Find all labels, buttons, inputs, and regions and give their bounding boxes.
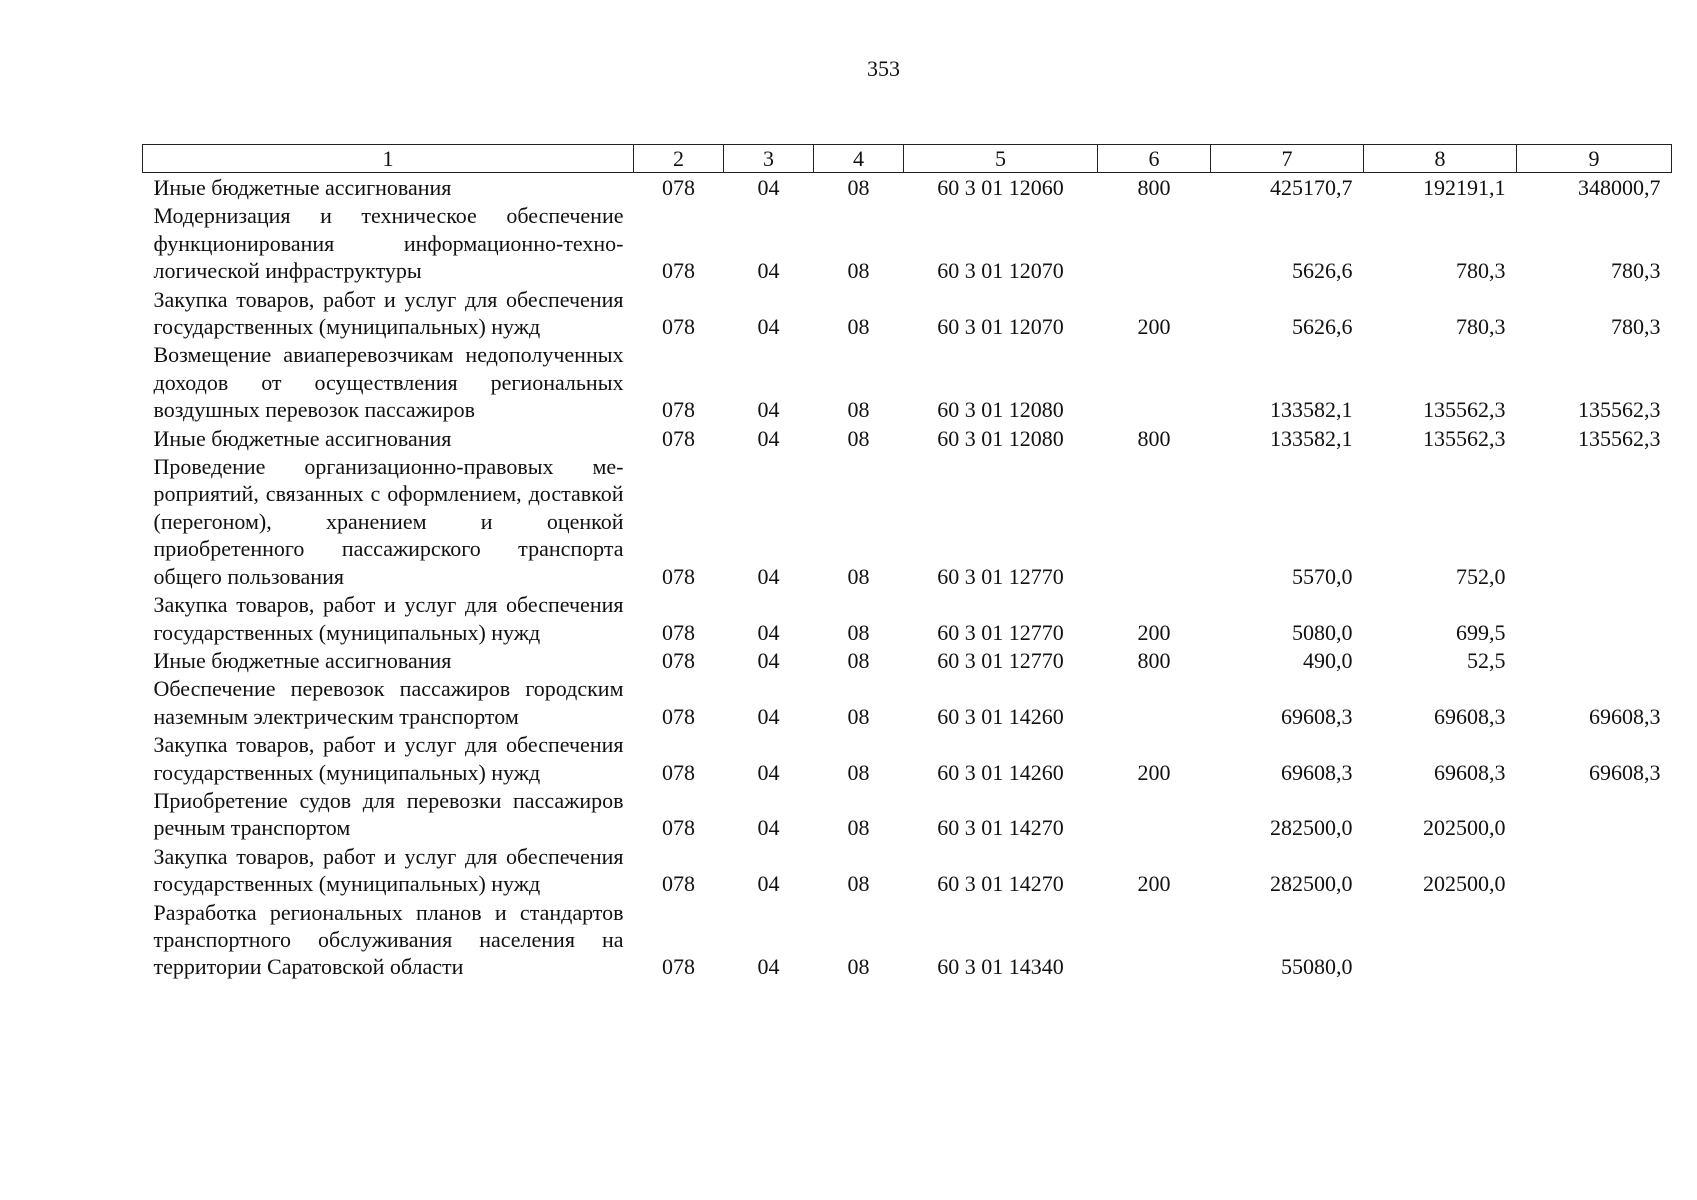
cell-amount-col9 [1517,786,1672,842]
cell-target-article: 60 3 01 12770 [937,563,1064,589]
row-name: Обеспечение перевозок пассажиров городским наземным электрическим транспортом [153,676,624,729]
row-name: Иные бюджетные ассигнования [153,647,452,673]
row-name: Закупка товаров, работ и услуг для обеспечения государственных (муниципальных) нужд [153,592,624,645]
column-header: 5 [904,145,1098,173]
cell-amount-col9 [1517,590,1672,646]
cell-section: 04 [757,563,780,589]
cell-grbs: 078 [662,954,695,980]
cell-grbs: 078 [662,175,695,200]
cell-amount-col7: 133582,1 [1270,425,1353,451]
cell-grbs: 078 [662,425,695,451]
cell-expense-type [1098,898,1211,981]
cell-grbs: 078 [662,397,695,423]
cell-section: 04 [757,647,780,673]
cell-target-article: 60 3 01 14340 [937,954,1064,980]
cell-amount-col9 [1517,452,1672,590]
cell-amount-col7: 5626,6 [1292,314,1353,340]
cell-amount-col9 [1517,842,1672,898]
row-name: Разработка региональных планов и стандартов транспортного обслуживания населения на территории Саратовской области [153,899,624,980]
table-row [143,201,1672,284]
cell-target-article: 60 3 01 12080 [937,425,1064,451]
cell-amount-col9: 69608,3 [1589,703,1661,729]
cell-section: 04 [757,397,780,423]
cell-amount-col9: 348000,7 [1578,175,1661,200]
cell-target-article: 60 3 01 14260 [937,703,1064,729]
cell-subsection: 08 [847,954,870,980]
cell-subsection: 08 [847,563,870,589]
cell-amount-col7: 5080,0 [1292,619,1353,645]
cell-grbs: 078 [662,759,695,785]
cell-amount-col9: 780,3 [1611,258,1661,284]
table-row [143,646,1672,674]
cell-target-article: 60 3 01 14270 [937,871,1064,897]
cell-amount-col7: 425170,7 [1270,175,1353,200]
cell-expense-type: 200 [1137,871,1171,897]
cell-grbs: 078 [662,647,695,673]
cell-expense-type: 800 [1137,425,1171,451]
cell-expense-type [1098,340,1211,423]
cell-amount-col7: 69608,3 [1281,703,1353,729]
table-row [143,340,1672,423]
cell-subsection: 08 [847,647,870,673]
cell-expense-type [1098,674,1211,730]
cell-target-article: 60 3 01 14260 [937,759,1064,785]
cell-amount-col8: 69608,3 [1434,703,1506,729]
cell-expense-type: 200 [1137,314,1171,340]
cell-target-article: 60 3 01 12080 [937,397,1064,423]
cell-subsection: 08 [847,619,870,645]
cell-subsection: 08 [847,397,870,423]
cell-grbs: 078 [662,703,695,729]
cell-amount-col9 [1517,646,1672,674]
cell-expense-type [1098,201,1211,284]
cell-grbs: 078 [662,314,695,340]
cell-subsection: 08 [847,871,870,897]
cell-amount-col8: 52,5 [1467,647,1506,673]
cell-amount-col9: 135562,3 [1578,425,1661,451]
cell-amount-col7: 5570,0 [1292,563,1353,589]
column-header: 3 [724,145,814,173]
cell-target-article: 60 3 01 14270 [937,815,1064,841]
cell-amount-col8: 752,0 [1456,563,1506,589]
table-row [143,842,1672,898]
cell-grbs: 078 [662,258,695,284]
cell-amount-col9: 780,3 [1611,314,1661,340]
cell-grbs: 078 [662,563,695,589]
cell-section: 04 [757,425,780,451]
cell-amount-col8: 780,3 [1456,258,1506,284]
table-row [143,424,1672,452]
cell-grbs: 078 [662,871,695,897]
table-row [143,173,1672,202]
row-name: Возмещение авиаперевозчикам недополученных доходов от осуществления региональных воздушных перевозок пассажиров [153,342,624,423]
cell-subsection: 08 [847,314,870,340]
row-name: Закупка товаров, работ и услуг для обеспечения государственных (муниципальных) нужд [153,286,624,340]
row-name: Иные бюджетные ассигнования [153,175,452,200]
cell-amount-col8: 192191,1 [1423,175,1506,200]
cell-section: 04 [757,314,780,340]
table-row [143,674,1672,730]
row-name: Иные бюджетные ассигнования [153,425,452,451]
cell-expense-type: 800 [1137,175,1171,200]
cell-section: 04 [757,703,780,729]
cell-amount-col8: 202500,0 [1423,815,1506,841]
cell-section: 04 [757,175,780,200]
table-row [143,452,1672,590]
cell-amount-col8: 135562,3 [1423,397,1506,423]
cell-target-article: 60 3 01 12070 [937,258,1064,284]
table-header-row [143,145,1672,173]
cell-target-article: 60 3 01 12070 [937,314,1064,340]
cell-section: 04 [757,759,780,785]
cell-subsection: 08 [847,759,870,785]
cell-amount-col7: 55080,0 [1281,954,1353,980]
budget-table [142,144,1672,981]
cell-amount-col7: 5626,6 [1292,258,1353,284]
cell-section: 04 [757,871,780,897]
column-header: 8 [1364,145,1517,173]
cell-amount-col8 [1364,898,1517,981]
cell-amount-col9 [1517,898,1672,981]
cell-amount-col7: 490,0 [1303,647,1353,673]
cell-grbs: 078 [662,815,695,841]
row-name: Модернизация и техническое обеспечение функционирования информационно-технологической инфраструктуры [153,203,624,284]
cell-subsection: 08 [847,815,870,841]
column-header: 9 [1517,145,1672,173]
cell-subsection: 08 [847,258,870,284]
table-row [143,590,1672,646]
cell-amount-col8: 699,5 [1456,619,1506,645]
table-row [143,730,1672,786]
cell-expense-type: 800 [1137,647,1171,673]
cell-amount-col7: 133582,1 [1270,397,1353,423]
table-row [143,898,1672,981]
cell-subsection: 08 [847,425,870,451]
cell-amount-col8: 202500,0 [1423,871,1506,897]
column-header: 6 [1098,145,1211,173]
page-number: 353 [867,56,900,81]
cell-amount-col9: 135562,3 [1578,397,1661,423]
cell-section: 04 [757,258,780,284]
cell-target-article: 60 3 01 12770 [937,619,1064,645]
cell-amount-col7: 69608,3 [1281,759,1353,785]
table-row [143,786,1672,842]
cell-amount-col8: 69608,3 [1434,759,1506,785]
column-header: 7 [1211,145,1364,173]
cell-target-article: 60 3 01 12060 [937,175,1064,200]
cell-grbs: 078 [662,619,695,645]
cell-target-article: 60 3 01 12770 [937,647,1064,673]
cell-expense-type [1098,452,1211,590]
cell-section: 04 [757,815,780,841]
cell-amount-col7: 282500,0 [1270,871,1353,897]
cell-amount-col9: 69608,3 [1589,759,1661,785]
row-name: Закупка товаров, работ и услуг для обеспечения государственных (муниципальных) нужд [153,843,624,897]
cell-amount-col8: 135562,3 [1423,425,1506,451]
cell-amount-col8: 780,3 [1456,314,1506,340]
cell-expense-type [1098,786,1211,842]
column-header: 4 [814,145,904,173]
row-name: Закупка товаров, работ и услуг для обеспечения государственных (муниципальных) нужд [153,732,624,785]
column-header: 1 [143,145,634,173]
cell-expense-type: 200 [1137,619,1171,645]
cell-subsection: 08 [847,175,870,200]
cell-amount-col7: 282500,0 [1270,815,1353,841]
row-name: Проведение организационно-правовых мероприятий, связанных с оформлением, доставкой (перегоном), хранением и оценкой приобретенного пассажирского транспорта общего пользования [153,454,624,589]
cell-section: 04 [757,619,780,645]
cell-subsection: 08 [847,703,870,729]
column-header: 2 [634,145,724,173]
cell-expense-type: 200 [1137,759,1171,785]
table-row [143,285,1672,341]
row-name: Приобретение судов для перевозки пассажиров речным транспортом [153,787,624,841]
cell-section: 04 [757,954,780,980]
